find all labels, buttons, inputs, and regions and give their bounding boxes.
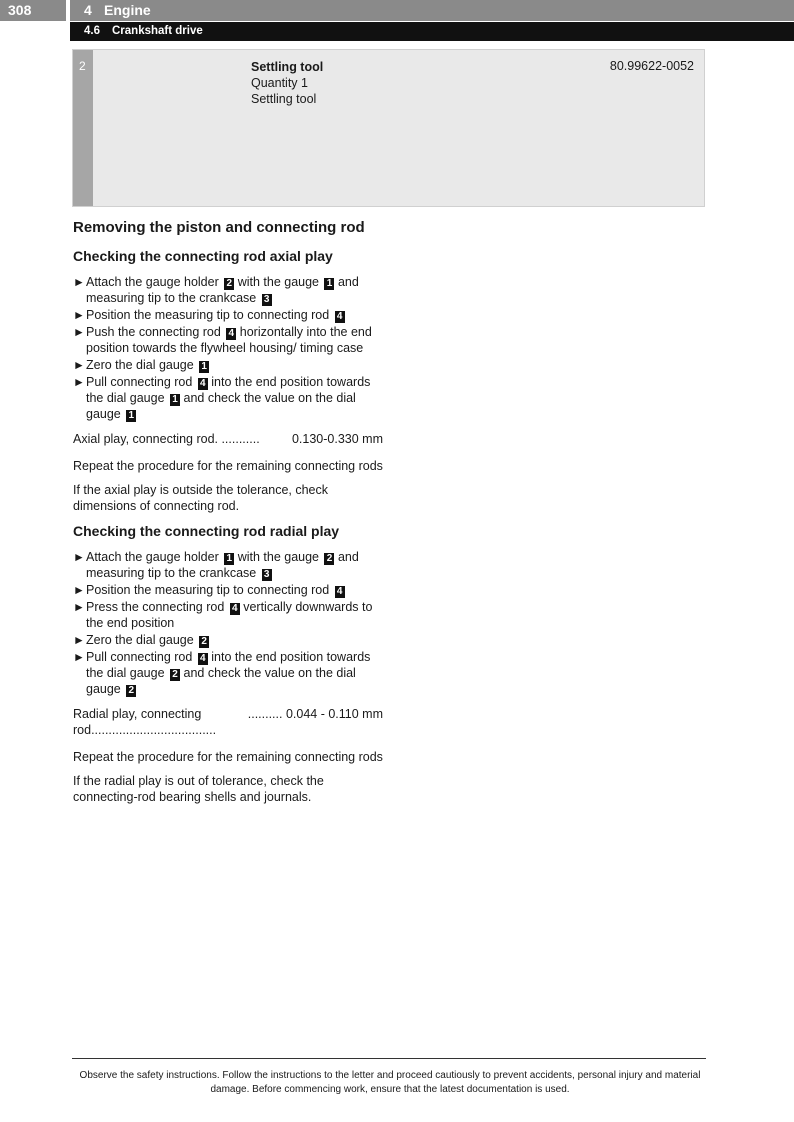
tool-table-row xyxy=(72,49,705,207)
tool-index: 2 xyxy=(79,59,86,73)
callout-number-badge: 4 xyxy=(230,603,240,615)
step-arrow-icon: ► xyxy=(73,358,85,372)
step-text: Pull connecting rod xyxy=(86,375,196,389)
footer-safety-text: Observe the safety instructions. Follow the instructions to the letter and proceed cautiously to prevent accidents, personal injury and material damage. Before commencing work, ensure that the latest documentation is used. xyxy=(79,1070,701,1095)
callout-number-badge: 4 xyxy=(335,586,345,598)
callout-number-badge: 1 xyxy=(224,553,234,565)
step-text: into the end position towards the dial gauge xyxy=(86,650,371,680)
footer-rule xyxy=(72,1058,706,1059)
callout-number-badge: 2 xyxy=(199,636,209,648)
main-content xyxy=(73,218,383,813)
step-item xyxy=(73,549,383,581)
page-title: Removing the piston and connecting rod xyxy=(73,219,365,236)
step-text: Position the measuring tip to connecting rod xyxy=(86,308,333,322)
radial-spec-label: Radial play, connecting rod.................................... xyxy=(73,707,217,737)
axial-heading: Checking the connecting rod axial play xyxy=(73,248,333,264)
section-title-bar xyxy=(70,22,794,41)
step-arrow-icon: ► xyxy=(73,375,85,389)
step-arrow-icon: ► xyxy=(73,550,85,564)
step-text: into the end position towards the dial gauge xyxy=(86,375,371,405)
step-text: Zero the dial gauge xyxy=(86,633,198,647)
step-item xyxy=(73,324,383,356)
step-arrow-icon: ► xyxy=(73,325,85,339)
step-text: Push the connecting rod xyxy=(86,325,225,339)
axial-note-tolerance: If the axial play is outside the tolerance, check dimensions of connecting rod. xyxy=(73,483,329,513)
callout-number-badge: 1 xyxy=(126,410,136,422)
chapter-number: 4 xyxy=(84,2,92,18)
step-arrow-icon: ► xyxy=(73,650,85,664)
axial-steps-list xyxy=(73,274,383,422)
step-text: vertically downwards to the end position xyxy=(86,600,373,630)
step-item xyxy=(73,649,383,697)
step-item xyxy=(73,274,383,306)
step-item xyxy=(73,357,383,373)
step-text: Position the measuring tip to connecting rod xyxy=(86,583,333,597)
chapter-name: Engine xyxy=(104,2,151,18)
axial-spec-value: 0.130-0.330 mm xyxy=(291,432,383,446)
axial-spec xyxy=(73,431,383,447)
step-item xyxy=(73,632,383,648)
radial-note-repeat: Repeat the procedure for the remaining connecting rods xyxy=(73,750,383,764)
callout-number-badge: 1 xyxy=(324,278,334,290)
step-arrow-icon: ► xyxy=(73,633,85,647)
step-text: and check the value on the dial gauge xyxy=(86,391,356,421)
callout-number-badge: 2 xyxy=(126,685,136,697)
axial-note-repeat: Repeat the procedure for the remaining connecting rods xyxy=(73,459,383,473)
radial-note-tolerance: If the radial play is out of tolerance, check the connecting-rod bearing shells and journals. xyxy=(73,774,324,804)
step-arrow-icon: ► xyxy=(73,600,85,614)
step-text: with the gauge xyxy=(234,550,323,564)
callout-number-badge: 4 xyxy=(198,378,208,390)
step-arrow-icon: ► xyxy=(73,583,85,597)
step-arrow-icon: ► xyxy=(73,275,85,289)
radial-spec xyxy=(73,706,383,738)
step-item xyxy=(73,599,383,631)
callout-number-badge: 4 xyxy=(226,328,236,340)
section-name: Crankshaft drive xyxy=(112,25,203,37)
callout-number-badge: 3 xyxy=(262,569,272,581)
callout-number-badge: 2 xyxy=(170,669,180,681)
tool-name: Settling tool xyxy=(251,60,324,74)
radial-spec-value: .......... 0.044 - 0.110 mm xyxy=(247,707,383,721)
step-text: with the gauge xyxy=(234,275,323,289)
page-number: 308 xyxy=(0,0,66,21)
section-number: 4.6 xyxy=(84,25,100,37)
step-text: Pull connecting rod xyxy=(86,650,196,664)
callout-number-badge: 4 xyxy=(198,653,208,665)
tool-text: Settling tool xyxy=(251,92,317,106)
callout-number-badge: 1 xyxy=(170,394,180,406)
step-text: and measuring tip to the crankcase xyxy=(86,550,359,580)
tool-part-number: 80.99622-0052 xyxy=(609,59,694,73)
axial-spec-label: Axial play, connecting rod. ........... xyxy=(73,432,260,446)
step-text: and check the value on the dial gauge xyxy=(86,666,356,696)
step-text: Attach the gauge holder xyxy=(86,550,223,564)
step-item xyxy=(73,582,383,598)
step-text: Press the connecting rod xyxy=(86,600,228,614)
callout-number-badge: 2 xyxy=(324,553,334,565)
callout-number-badge: 2 xyxy=(224,278,234,290)
step-text: horizontally into the end position towards the flywheel housing/ timing case xyxy=(86,325,372,355)
step-text: Zero the dial gauge xyxy=(86,358,198,372)
tool-description xyxy=(251,59,323,107)
callout-number-badge: 3 xyxy=(262,294,272,306)
radial-steps-list xyxy=(73,549,383,697)
callout-number-badge: 1 xyxy=(199,361,209,373)
step-text: and measuring tip to the crankcase xyxy=(86,275,359,305)
step-item xyxy=(73,307,383,323)
step-arrow-icon: ► xyxy=(73,308,85,322)
tool-quantity: Quantity 1 xyxy=(251,76,308,90)
step-text: Attach the gauge holder xyxy=(86,275,223,289)
callout-number-badge: 4 xyxy=(335,311,345,323)
step-item xyxy=(73,374,383,422)
tool-index-stripe xyxy=(73,50,93,206)
radial-heading: Checking the connecting rod radial play xyxy=(73,523,340,539)
